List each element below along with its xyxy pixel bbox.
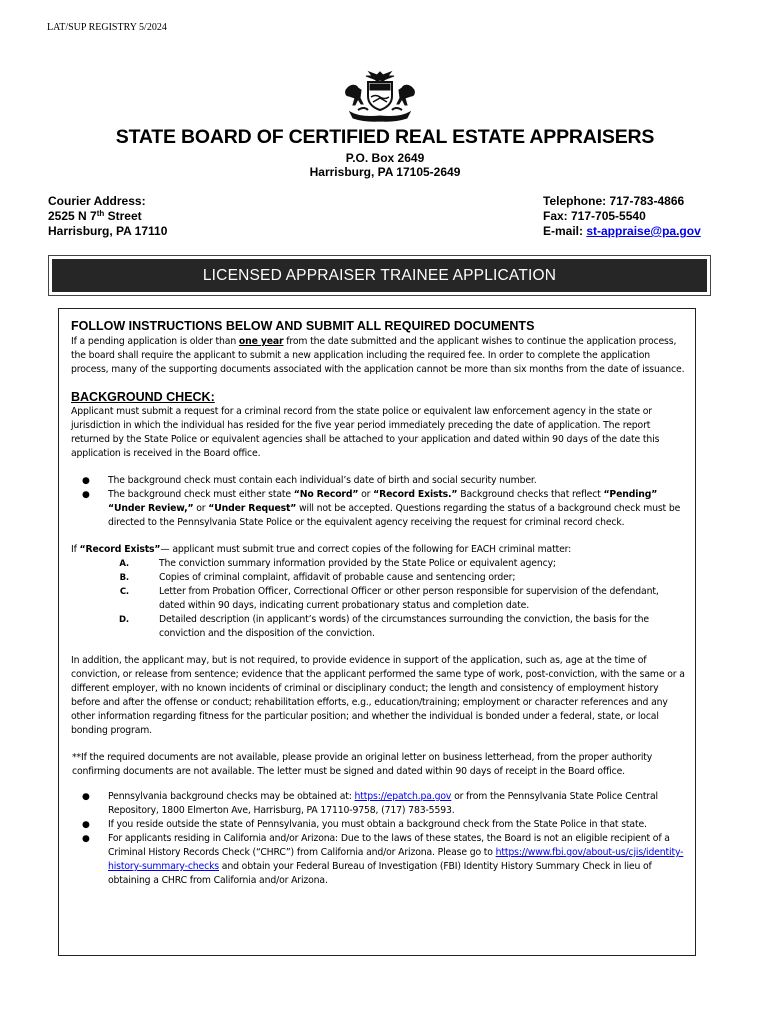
bullet-icon: ● xyxy=(82,792,90,802)
list-item xyxy=(71,790,685,818)
courier-label: Courier Address: xyxy=(48,194,146,208)
registry-code: LAT/SUP REGISTRY 5/2024 xyxy=(47,22,167,33)
text-run: The background check must either state xyxy=(108,489,294,500)
item-letter: B. xyxy=(119,573,129,583)
epatch-link[interactable]: https://epatch.pa.gov xyxy=(354,791,452,802)
text-run: If xyxy=(71,544,80,555)
background-intro-paragraph: Applicant must submit a request for a criminal record from the state police or equivalent law enforcement agency in the state or jurisdiction in which the individual has resided for the five year period immediately preceding the date of application. The report returned by the State Police or equivalent agencies shall be attached to your application and dated within 90 days of the date this application is received in the Board office. xyxy=(71,406,660,459)
text-run: Background checks that reflect xyxy=(457,489,604,500)
banner-frame xyxy=(48,255,711,296)
courier-city: Harrisburg, PA 17110 xyxy=(48,224,168,238)
text-run: Pennsylvania background checks may be obtained at: xyxy=(108,791,355,802)
contact-info xyxy=(543,194,701,239)
pending-emphasis: “Pending” “Under Review,” xyxy=(108,489,658,514)
text-run: and obtain your Federal Bureau of Investigation (FBI) Identity History Summary Check in lieu of obtaining a CHRC from California and/or Arizona. xyxy=(108,861,652,886)
list-item xyxy=(71,474,685,488)
mailing-address xyxy=(0,151,770,179)
text-run: or xyxy=(358,489,374,500)
bullet-text xyxy=(108,488,685,530)
courier-street xyxy=(48,209,167,224)
item-letter: A. xyxy=(119,559,129,569)
list-item xyxy=(71,557,685,571)
bullet-text: The background check must contain each individual’s date of birth and social security number. xyxy=(108,475,537,486)
bullet-text xyxy=(108,790,685,818)
bullet-icon: ● xyxy=(82,834,90,844)
po-box: P.O. Box 2649 xyxy=(345,151,425,165)
mailing-city: Harrisburg, PA 17105-2649 xyxy=(309,165,461,179)
list-item xyxy=(71,832,685,888)
text-run: For applicants residing in California and/or Arizona: Due to the laws of these states, the Board is not an eligible recipient of a Criminal History Records Check (“CHRC”) from California and/or Arizona. Please go to xyxy=(108,833,670,858)
text-run: — applicant must submit true and correct copies of the following for EACH criminal matter: xyxy=(160,544,572,555)
email-link[interactable]: st-appraise@pa.gov xyxy=(586,224,701,238)
bullet-icon: ● xyxy=(82,820,90,830)
record-exists-intro xyxy=(71,543,685,557)
item-text: Detailed description (in applicant’s words) of the circumstances surrounding the conviction, the basis for the conviction and the disposition of the conviction. xyxy=(159,614,649,639)
item-text: Letter from Probation Officer, Correctional Officer or other person responsible for supervision of the defendant, dated within 90 days, indicating current probationary status and completion date. xyxy=(159,586,659,611)
list-item xyxy=(71,488,685,530)
background-sources-list xyxy=(71,790,685,888)
under-request-emphasis: “Under Request” xyxy=(208,503,297,514)
documents-unavailable-note: **If the required documents are not available, please provide an original letter on business letterhead, from the proper authority confirming documents are not available. The letter must be signed and dated within 90 days of receipt in the Board office. xyxy=(72,752,653,777)
fax: Fax: 717-705-5540 xyxy=(543,209,646,223)
background-check-heading: BACKGROUND CHECK: xyxy=(71,390,215,404)
courier-address xyxy=(48,194,167,239)
instructions-heading: FOLLOW INSTRUCTIONS BELOW AND SUBMIT ALL REQUIRED DOCUMENTS xyxy=(71,319,535,333)
application-title-banner: LICENSED APPRAISER TRAINEE APPLICATION xyxy=(52,259,707,292)
one-year-emphasis: one year xyxy=(238,336,284,347)
additional-evidence-paragraph: In addition, the applicant may, but is not required, to provide evidence in support of the application, such as, age at the time of conviction, or release from sentence; evidence that the applicant performed the same type of work, post-conviction, with the same or a different employer, with no known incidents of criminal or disciplinary conduct; the length and consistency of employment history before and after the offense or conduct; rehabilitation efforts, e.g., education/training; employment or character references and any other information regarding fitness for the particular position; and whether the individual is bonded under a federal, state, or local bonding program. xyxy=(71,655,685,736)
pennsylvania-seal-icon xyxy=(340,70,420,122)
street-number: 2525 N 7 xyxy=(48,209,97,223)
list-item xyxy=(71,571,685,585)
bullet-text: If you reside outside the state of Pennsylvania, you must obtain a background check from the State Police in that state. xyxy=(108,819,647,830)
record-exists-emphasis: “Record Exists.” xyxy=(373,489,458,500)
email-label: E-mail: xyxy=(543,224,587,238)
street-ordinal: th xyxy=(96,209,105,218)
bullet-icon: ● xyxy=(82,490,90,500)
item-text: Copies of criminal complaint, affidavit of probable cause and sentencing order; xyxy=(159,572,516,583)
bullet-text xyxy=(108,832,685,888)
record-exists-emphasis: “Record Exists” xyxy=(79,544,161,555)
list-item xyxy=(71,818,685,832)
background-requirements-list xyxy=(71,474,685,530)
street-name: Street xyxy=(104,209,142,223)
item-letter: C. xyxy=(119,587,129,597)
pending-text-2: from the date submitted and the applicant wishes to continue the application process, the board shall require the applicant to submit a new application including the required fee. In order to complete the application process, many of the supporting documents associated with the application cannot be more than six months from the date of issuance. xyxy=(71,336,685,375)
list-item xyxy=(71,613,685,641)
list-item xyxy=(71,585,685,613)
text-run: or from the Pennsylvania State Police Central Repository, 1800 Elmerton Ave, Harrisburg, PA 17110-9758, (717) 783-5593. xyxy=(108,791,658,816)
telephone: Telephone: 717-783-4866 xyxy=(543,194,685,208)
item-text: The conviction summary information provided by the State Police or equivalent agency; xyxy=(159,558,556,569)
fbi-identity-link[interactable]: https://www.fbi.gov/about-us/cjis/identity-history-summary-checks xyxy=(108,847,684,872)
pending-application-paragraph xyxy=(71,335,685,377)
text-run: will not be accepted. Questions regarding the status of a background check must be directed to the Pennsylvania State Police or the equivalent agency receiving the request for criminal record check. xyxy=(108,503,681,528)
record-exists-list xyxy=(71,557,685,641)
text-run: or xyxy=(193,503,209,514)
pending-text-1: If a pending application is older than xyxy=(71,336,239,347)
no-record-emphasis: “No Record” xyxy=(293,489,359,500)
board-title: STATE BOARD OF CERTIFIED REAL ESTATE APPRAISERS xyxy=(115,126,655,148)
instructions-box xyxy=(58,308,696,956)
item-letter: D. xyxy=(119,615,129,625)
email-line xyxy=(543,224,701,239)
bullet-icon: ● xyxy=(82,476,90,486)
